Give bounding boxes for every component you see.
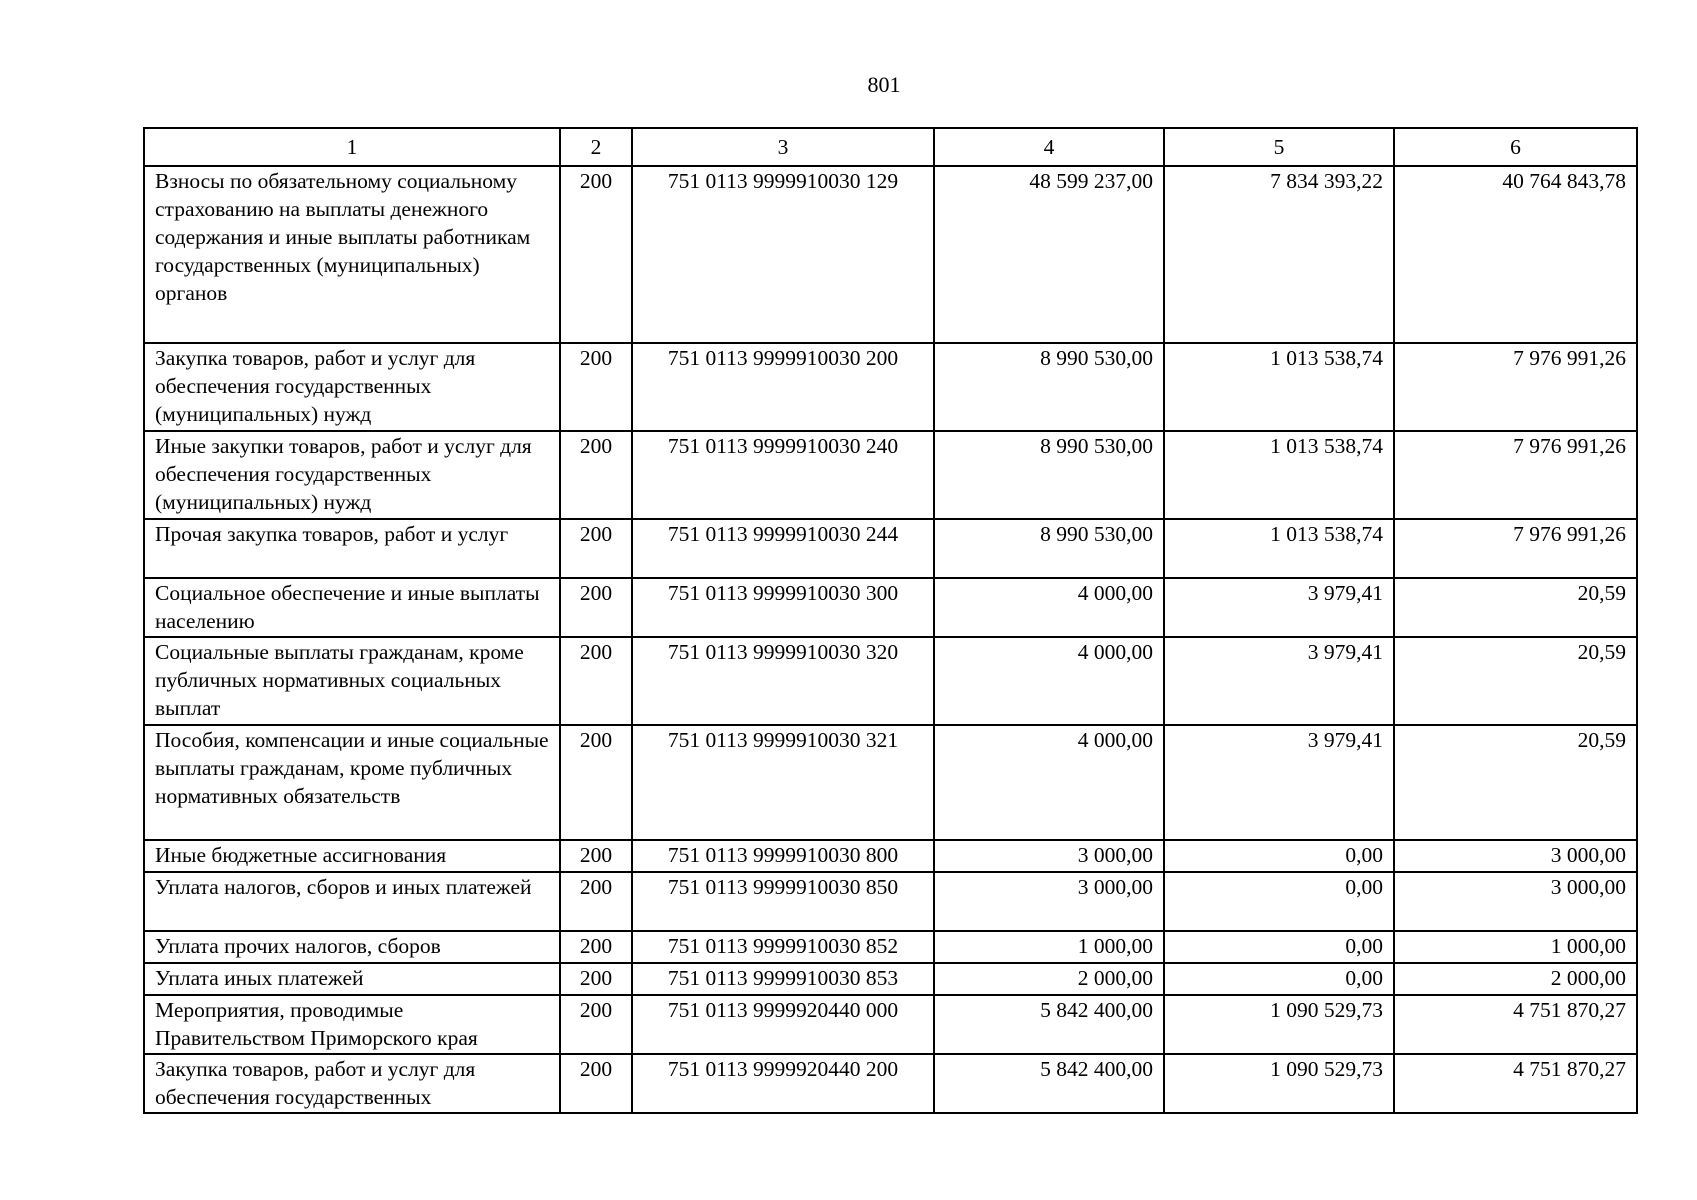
cell-remaining-amount: 4 751 870,27 (1394, 995, 1637, 1054)
cell-item-name: Социальное обеспечение и иные выплаты населению (144, 578, 560, 637)
table-row (144, 343, 1637, 431)
cell-budget-classification-code: 751 0113 9999910030 129 (632, 166, 934, 343)
cell-executed-amount: 1 013 538,74 (1164, 431, 1394, 519)
cell-approved-amount: 5 842 400,00 (934, 995, 1164, 1054)
cell-remaining-amount: 3 000,00 (1394, 872, 1637, 931)
cell-approved-amount: 48 599 237,00 (934, 166, 1164, 343)
cell-item-name: Прочая закупка товаров, работ и услуг (144, 519, 560, 578)
cell-item-name: Взносы по обязательному социальному страхованию на выплаты денежного содержания и иные выплаты работникам государственных (муниципальных) органов (144, 166, 560, 343)
cell-line-code: 200 (560, 1054, 632, 1113)
table-row (144, 578, 1637, 637)
cell-remaining-amount: 7 976 991,26 (1394, 519, 1637, 578)
cell-item-name: Закупка товаров, работ и услуг для обеспечения государственных (муниципальных) нужд (144, 343, 560, 431)
cell-budget-classification-code: 751 0113 9999910030 240 (632, 431, 934, 519)
cell-approved-amount: 3 000,00 (934, 840, 1164, 872)
table-row (144, 872, 1637, 931)
cell-approved-amount: 8 990 530,00 (934, 431, 1164, 519)
table-row (144, 995, 1637, 1054)
column-header-4: 4 (934, 128, 1164, 166)
table-row (144, 519, 1637, 578)
table-row (144, 931, 1637, 963)
cell-item-name: Закупка товаров, работ и услуг для обеспечения государственных (144, 1054, 560, 1113)
cell-line-code: 200 (560, 931, 632, 963)
cell-line-code: 200 (560, 995, 632, 1054)
cell-budget-classification-code: 751 0113 9999920440 200 (632, 1054, 934, 1113)
cell-line-code: 200 (560, 578, 632, 637)
cell-executed-amount: 3 979,41 (1164, 578, 1394, 637)
cell-executed-amount: 1 090 529,73 (1164, 1054, 1394, 1113)
cell-remaining-amount: 2 000,00 (1394, 963, 1637, 995)
cell-line-code: 200 (560, 840, 632, 872)
cell-executed-amount: 1 090 529,73 (1164, 995, 1394, 1054)
cell-remaining-amount: 3 000,00 (1394, 840, 1637, 872)
cell-budget-classification-code: 751 0113 9999910030 244 (632, 519, 934, 578)
cell-item-name: Социальные выплаты гражданам, кроме публичных нормативных социальных выплат (144, 637, 560, 725)
cell-remaining-amount: 7 976 991,26 (1394, 343, 1637, 431)
cell-executed-amount: 7 834 393,22 (1164, 166, 1394, 343)
table-row (144, 725, 1637, 840)
table-row (144, 840, 1637, 872)
cell-budget-classification-code: 751 0113 9999910030 853 (632, 963, 934, 995)
cell-line-code: 200 (560, 963, 632, 995)
cell-remaining-amount: 40 764 843,78 (1394, 166, 1637, 343)
cell-line-code: 200 (560, 872, 632, 931)
cell-remaining-amount: 20,59 (1394, 725, 1637, 840)
cell-approved-amount: 8 990 530,00 (934, 519, 1164, 578)
cell-item-name: Иные закупки товаров, работ и услуг для обеспечения государственных (муниципальных) нужд (144, 431, 560, 519)
cell-item-name: Пособия, компенсации и иные социальные выплаты гражданам, кроме публичных нормативных обязательств (144, 725, 560, 840)
cell-remaining-amount: 20,59 (1394, 637, 1637, 725)
cell-remaining-amount: 4 751 870,27 (1394, 1054, 1637, 1113)
cell-line-code: 200 (560, 637, 632, 725)
cell-line-code: 200 (560, 519, 632, 578)
cell-executed-amount: 0,00 (1164, 872, 1394, 931)
column-header-2: 2 (560, 128, 632, 166)
cell-budget-classification-code: 751 0113 9999910030 850 (632, 872, 934, 931)
column-header-6: 6 (1394, 128, 1637, 166)
cell-approved-amount: 4 000,00 (934, 725, 1164, 840)
cell-executed-amount: 0,00 (1164, 840, 1394, 872)
table-row (144, 963, 1637, 995)
cell-budget-classification-code: 751 0113 9999910030 200 (632, 343, 934, 431)
cell-remaining-amount: 1 000,00 (1394, 931, 1637, 963)
cell-item-name: Мероприятия, проводимые Правительством Приморского края (144, 995, 560, 1054)
cell-approved-amount: 3 000,00 (934, 872, 1164, 931)
cell-approved-amount: 8 990 530,00 (934, 343, 1164, 431)
cell-item-name: Уплата прочих налогов, сборов (144, 931, 560, 963)
cell-budget-classification-code: 751 0113 9999910030 320 (632, 637, 934, 725)
cell-line-code: 200 (560, 431, 632, 519)
cell-executed-amount: 1 013 538,74 (1164, 519, 1394, 578)
table-row (144, 166, 1637, 343)
cell-budget-classification-code: 751 0113 9999920440 000 (632, 995, 934, 1054)
column-header-5: 5 (1164, 128, 1394, 166)
cell-line-code: 200 (560, 725, 632, 840)
table-row (144, 431, 1637, 519)
table-row (144, 1054, 1637, 1113)
cell-budget-classification-code: 751 0113 9999910030 300 (632, 578, 934, 637)
cell-approved-amount: 2 000,00 (934, 963, 1164, 995)
cell-executed-amount: 3 979,41 (1164, 725, 1394, 840)
cell-item-name: Уплата иных платежей (144, 963, 560, 995)
cell-approved-amount: 4 000,00 (934, 578, 1164, 637)
cell-approved-amount: 4 000,00 (934, 637, 1164, 725)
cell-executed-amount: 1 013 538,74 (1164, 343, 1394, 431)
column-header-3: 3 (632, 128, 934, 166)
table-body (144, 166, 1637, 1113)
cell-executed-amount: 3 979,41 (1164, 637, 1394, 725)
cell-approved-amount: 1 000,00 (934, 931, 1164, 963)
cell-executed-amount: 0,00 (1164, 963, 1394, 995)
cell-remaining-amount: 7 976 991,26 (1394, 431, 1637, 519)
cell-budget-classification-code: 751 0113 9999910030 852 (632, 931, 934, 963)
cell-item-name: Уплата налогов, сборов и иных платежей (144, 872, 560, 931)
cell-item-name: Иные бюджетные ассигнования (144, 840, 560, 872)
column-header-1: 1 (144, 128, 560, 166)
column-number-header-row (144, 128, 1637, 166)
cell-approved-amount: 5 842 400,00 (934, 1054, 1164, 1113)
page-number: 801 (867, 72, 901, 97)
table-row (144, 637, 1637, 725)
cell-budget-classification-code: 751 0113 9999910030 800 (632, 840, 934, 872)
cell-line-code: 200 (560, 343, 632, 431)
cell-executed-amount: 0,00 (1164, 931, 1394, 963)
cell-remaining-amount: 20,59 (1394, 578, 1637, 637)
cell-budget-classification-code: 751 0113 9999910030 321 (632, 725, 934, 840)
cell-line-code: 200 (560, 166, 632, 343)
budget-execution-table (143, 127, 1638, 1114)
